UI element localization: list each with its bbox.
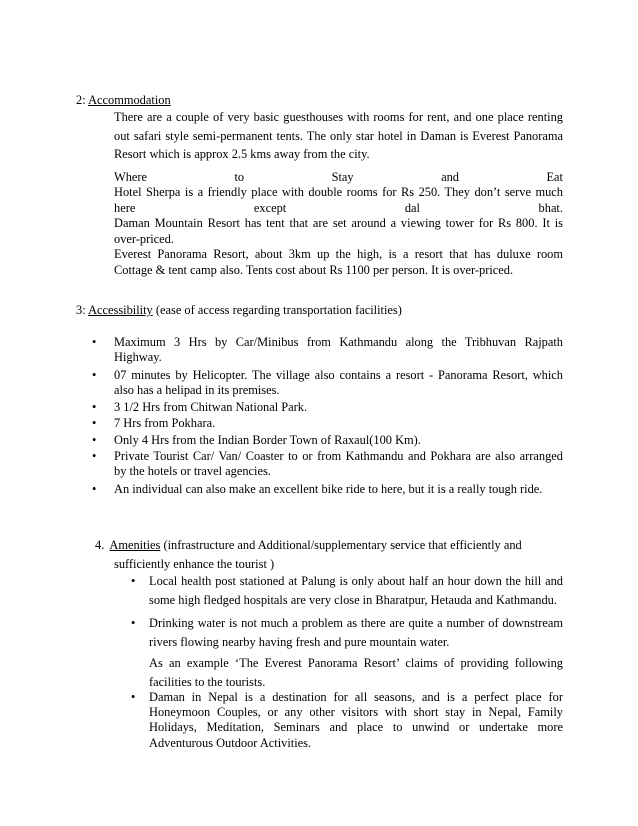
amenities-list [131,572,563,652]
section-2-number: 2: [76,93,86,107]
section-4-subtitle: (infrastructure and Additional/supplementary service that efficiently and [163,538,522,552]
section-2-intro [114,108,563,164]
bullet-icon: • [92,416,97,431]
list-item-text: Local health post stationed at Palung is only about half an hour down the hill and [149,574,563,588]
section-3-number: 3: [76,303,86,317]
paragraph-line: out safari style semi-permanent tents. The only star hotel in Daman is Everest Panorama [114,128,563,143]
list-item [92,449,563,480]
section-4-title: Amenities [109,538,161,552]
list-item [92,433,563,448]
list-item [131,572,563,610]
heading-word: Stay [331,170,354,184]
bullet-icon: • [92,335,97,349]
list-item [92,335,563,366]
word: bhat. [538,200,563,215]
accessibility-list [92,335,563,497]
word: except [253,200,287,215]
bullet-icon: • [131,616,136,630]
list-item-text: rivers flowing nearby having fresh and pure mountain water. [149,635,450,649]
list-item-text: Honeymoon Couples, or any other visitors with short stay in Nepal, Family [149,705,563,720]
paragraph-line: Resort which is approx 2.5 kms away from the city. [114,147,370,162]
where-to-stay-heading [114,170,563,185]
list-item-text: Maximum 3 Hrs by Car/Minibus from Kathmandu along the Tribhuvan Rajpath [114,335,563,349]
list-item [92,416,563,431]
bullet-icon: • [92,400,97,415]
amenities-list-2 [131,690,563,751]
list-item-text: Drinking water is not much a problem as there are quite a number of downstream [149,616,563,630]
list-item-text: some high fledged hospitals are very close in Bharatpur, Hetauda and Kathmandu. [149,593,557,607]
hotel-line-spread [114,201,563,217]
section-3-heading [76,303,402,318]
section-4-heading [95,538,522,553]
bullet-icon: • [131,690,136,704]
hotel-line: Daman Mountain Resort has tent that are set around a viewing tower for Rs 800. It is [114,216,563,231]
bullet-icon: • [131,574,136,588]
heading-word: to [234,170,245,184]
list-item-text: 7 Hrs from Pokhara. [114,416,216,431]
section-2-title: Accommodation [88,93,171,107]
hotel-line: over-priced. [114,231,174,246]
heading-word: Where [114,170,148,184]
section-2-heading [76,93,171,108]
list-item-text: Private Tourist Car/ Van/ Coaster to or from Kathmandu and Pokhara are also arranged [114,449,563,464]
bullet-icon: • [92,367,97,382]
list-item-text: 3 1/2 Hrs from Chitwan National Park. [114,400,308,415]
section-4-subtitle-line2: sufficiently enhance the tourist ) [114,557,275,571]
word: here [114,200,136,215]
list-item-text: An individual can also make an excellent bike ride to here, but it is a really tough ride. [114,481,543,496]
list-item-text: Adventurous Outdoor Activities. [149,735,312,750]
list-item-text: also has a helipad in its premises. [114,382,280,397]
list-item-text: by the hotels or travel agencies. [114,464,271,479]
section-3-title: Accessibility [88,303,153,317]
list-item [92,482,563,497]
example-paragraph [149,654,563,692]
list-item-text: Holidays, Meditation, Seminars and place to unwind or undertake more [149,720,563,735]
paragraph-line: There are a couple of very basic guesthouses with rooms for rent, and one place renting [114,110,563,124]
list-item-text: Highway. [114,350,162,365]
hotel-list [114,185,563,279]
list-item [92,368,563,399]
hotel-line: Hotel Sherpa is a friendly place with double rooms for Rs 250. They don’t serve much [114,185,563,199]
bullet-icon: • [92,481,97,496]
hotel-line: Cottage & tent camp also. Tents cost about Rs 1100 per person. It is over-priced. [114,262,514,277]
section-4-number: 4. [95,538,105,552]
list-item-text: Only 4 Hrs from the Indian Border Town of Raxaul(100 Km). [114,432,421,447]
list-item-text: Daman in Nepal is a destination for all seasons, and is a perfect place for [149,690,563,704]
paragraph-line: facilities to the tourists. [149,675,266,689]
bullet-icon: • [92,432,97,447]
word: dal [404,200,420,215]
section-3-subtitle: (ease of access regarding transportation facilities) [155,303,402,317]
hotel-line: Everest Panorama Resort, about 3km up the high, is a resort that has duluxe room [114,247,563,262]
list-item [131,614,563,652]
heading-word: and [441,170,459,184]
heading-word: Eat [546,170,563,184]
paragraph-line: As an example ‘The Everest Panorama Resort’ claims of providing following [149,656,563,670]
bullet-icon: • [92,449,97,464]
list-item [92,400,563,415]
list-item [131,690,563,751]
list-item-text: 07 minutes by Helicopter. The village also contains a resort - Panorama Resort, which [114,367,563,382]
